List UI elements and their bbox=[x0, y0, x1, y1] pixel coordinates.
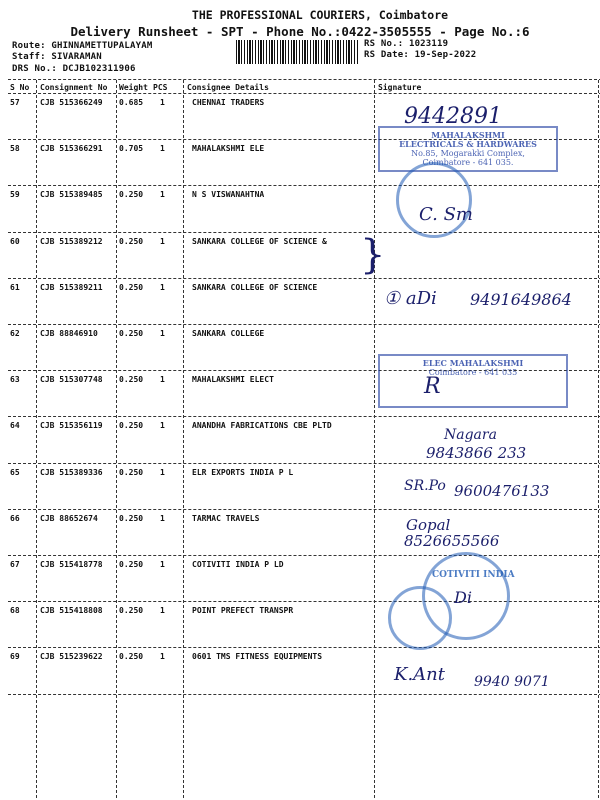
row-consignee: POINT PREFECT TRANSPR bbox=[192, 606, 294, 616]
row-consignment-no: CJB 515356119 bbox=[40, 421, 103, 431]
row-pcs: 1 bbox=[160, 144, 165, 154]
row-pcs: 1 bbox=[160, 421, 165, 431]
row-pcs: 1 bbox=[160, 467, 165, 477]
row-consignee: MAHALAKSHMI ELE bbox=[192, 144, 265, 154]
row-consignee: SANKARA COLLEGE OF SCIENCE & bbox=[192, 236, 327, 246]
header-consignee: Consignee Details bbox=[187, 83, 269, 92]
row-consignment-no: CJB 515389211 bbox=[40, 282, 103, 292]
runsheet-title: Delivery Runsheet - SPT - Phone No.:0422-3505555 - Page No.:6 bbox=[70, 24, 530, 39]
bracket-mark: } bbox=[360, 232, 386, 278]
row-weight: 0.685 bbox=[119, 98, 144, 107]
row-weight: 0.705 bbox=[119, 144, 144, 154]
row-pcs: 1 bbox=[160, 236, 165, 246]
row-weight: 0.250 bbox=[119, 236, 144, 246]
row-pcs: 1 bbox=[160, 329, 165, 338]
round-seal bbox=[388, 586, 452, 650]
row-sno: 66 bbox=[10, 513, 20, 523]
row-weight: 0.250 bbox=[119, 282, 144, 292]
row-consignment-no: CJB 515366249 bbox=[40, 98, 103, 107]
row-sno: 63 bbox=[10, 375, 20, 385]
row-consignment-no: CJB 515307748 bbox=[40, 375, 103, 385]
row-pcs: 1 bbox=[160, 190, 165, 200]
row-pcs: 1 bbox=[160, 652, 165, 662]
rs-no-line: RS No.: 1023119 bbox=[364, 39, 449, 49]
handwritten-signature: K.Ant bbox=[394, 664, 445, 685]
row-consignment-no: CJB 515366291 bbox=[40, 144, 103, 154]
row-consignee: COTIVITI INDIA P LD bbox=[192, 560, 284, 569]
row-consignee: MAHALAKSHMI ELECT bbox=[192, 375, 274, 385]
stamp-address: Coimbatore - 641 035. bbox=[422, 158, 514, 167]
row-weight: 0.250 bbox=[119, 606, 144, 616]
row-sno: 59 bbox=[10, 190, 20, 200]
handwritten-phone: 9940 9071 bbox=[474, 674, 550, 690]
row-sno: 67 bbox=[10, 560, 20, 569]
staff-line: Staff: SIVARAMAN bbox=[12, 52, 102, 62]
handwritten-phone: 9600476133 bbox=[454, 482, 550, 500]
row-pcs: 1 bbox=[160, 282, 165, 292]
row-consignment-no: CJB 88652674 bbox=[40, 513, 98, 523]
row-sno: 64 bbox=[10, 421, 20, 431]
handwritten-signature: Di bbox=[454, 588, 472, 607]
header-pcs: PCS bbox=[153, 83, 168, 92]
handwritten-phone: 8526655566 bbox=[404, 532, 500, 550]
handwritten-phone: 9491649864 bbox=[470, 290, 572, 309]
company-stamp bbox=[378, 354, 568, 408]
stamp-name: ELEC MAHALAKSHMI bbox=[422, 358, 524, 368]
row-consignment-no: CJB 515389336 bbox=[40, 467, 103, 477]
round-seal bbox=[396, 162, 472, 238]
row-sno: 69 bbox=[10, 652, 20, 662]
column-rule bbox=[116, 80, 117, 798]
company-stamp bbox=[378, 126, 558, 172]
row-pcs: 1 bbox=[160, 375, 165, 385]
header-consignment: Consignment No bbox=[40, 83, 108, 92]
row-sno: 60 bbox=[10, 236, 20, 246]
row-pcs: 1 bbox=[160, 606, 165, 616]
header-weight: Weight bbox=[119, 83, 148, 92]
handwritten-signature: ① aDi bbox=[384, 288, 437, 309]
handwritten-phone: 9442891 bbox=[404, 104, 502, 129]
row-consignee: SANKARA COLLEGE bbox=[192, 329, 265, 338]
handwritten-phone: 9843866 233 bbox=[426, 444, 527, 462]
row-pcs: 1 bbox=[160, 560, 165, 569]
row-pcs: 1 bbox=[160, 98, 165, 107]
row-consignment-no: CJB 515239622 bbox=[40, 652, 103, 662]
row-consignee: CHENNAI TRADERS bbox=[192, 98, 265, 107]
row-weight: 0.250 bbox=[119, 190, 144, 200]
signature-area bbox=[360, 92, 600, 792]
row-weight: 0.250 bbox=[119, 467, 144, 477]
row-sno: 65 bbox=[10, 467, 20, 477]
row-weight: 0.250 bbox=[119, 652, 144, 662]
row-weight: 0.250 bbox=[119, 513, 144, 523]
header-signature: Signature bbox=[378, 83, 422, 92]
header-sno: S No bbox=[10, 83, 30, 92]
column-rule bbox=[36, 80, 37, 798]
handwritten-signature: SR.Po bbox=[404, 478, 446, 494]
row-weight: 0.250 bbox=[119, 375, 144, 385]
handwritten-signature: R bbox=[424, 374, 441, 399]
handwritten-signature: Gopal bbox=[406, 516, 451, 534]
row-sno: 61 bbox=[10, 282, 20, 292]
row-sno: 57 bbox=[10, 98, 20, 107]
row-sno: 68 bbox=[10, 606, 20, 616]
table-top-rule bbox=[8, 79, 600, 80]
row-consignment-no: CJB 515418778 bbox=[40, 560, 103, 569]
row-weight: 0.250 bbox=[119, 421, 144, 431]
company-title: THE PROFESSIONAL COURIERS, Coimbatore bbox=[191, 8, 449, 22]
row-sno: 62 bbox=[10, 329, 20, 338]
row-weight: 0.250 bbox=[119, 329, 144, 338]
row-consignment-no: CJB 88846910 bbox=[40, 329, 98, 338]
row-consignment-no: CJB 515389485 bbox=[40, 190, 103, 200]
stamp-subtitle: ELECTRICALS & HARDWARES bbox=[399, 139, 537, 149]
row-pcs: 1 bbox=[160, 513, 165, 523]
handwritten-signature: C. Sm bbox=[419, 204, 473, 225]
row-consignee: N S VISWANAHTNA bbox=[192, 190, 265, 200]
row-consignee: TARMAC TRAVELS bbox=[192, 513, 260, 523]
row-consignment-no: CJB 515389212 bbox=[40, 236, 103, 246]
row-sno: 58 bbox=[10, 144, 20, 154]
row-weight: 0.250 bbox=[119, 560, 144, 569]
barcode bbox=[236, 40, 358, 64]
column-rule bbox=[183, 80, 184, 798]
row-consignee: ELR EXPORTS INDIA P L bbox=[192, 467, 294, 477]
row-consignment-no: CJB 515418808 bbox=[40, 606, 103, 616]
drs-line: DRS No.: DCJB102311906 bbox=[12, 64, 136, 74]
stamp-name: MAHALAKSHMI bbox=[431, 130, 505, 140]
seal-text: COTIVITI INDIA bbox=[432, 570, 515, 580]
stamp-address: No.85, Mogarakki Complex, bbox=[411, 149, 525, 158]
handwritten-signature: Nagara bbox=[444, 427, 497, 443]
route-line: Route: GHINNAMETTUPALAYAM bbox=[12, 41, 153, 51]
rs-date-line: RS Date: 19-Sep-2022 bbox=[364, 50, 477, 60]
row-consignee: 0601 TMS FITNESS EQUIPMENTS bbox=[192, 652, 323, 662]
row-consignee: SANKARA COLLEGE OF SCIENCE bbox=[192, 282, 318, 292]
stamp-address: Coimbatore - 641 035 bbox=[428, 368, 518, 377]
row-consignee: ANANDHA FABRICATIONS CBE PLTD bbox=[192, 421, 332, 431]
